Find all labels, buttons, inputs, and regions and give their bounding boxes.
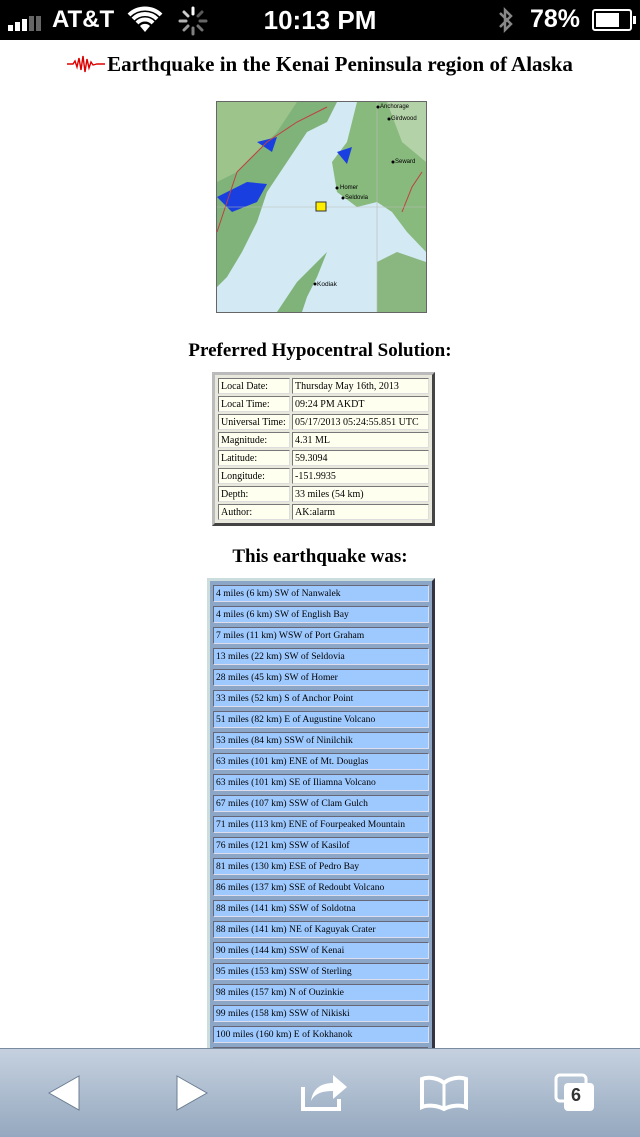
battery-icon — [592, 9, 632, 31]
list-item: 53 miles (84 km) SSW of Ninilchik — [213, 732, 429, 749]
forward-button[interactable] — [142, 1049, 242, 1137]
list-item: 81 miles (130 km) ESE of Pedro Bay — [213, 858, 429, 875]
hypocentral-table — [212, 372, 435, 526]
list-item: 90 miles (144 km) SSW of Kenai — [213, 942, 429, 959]
list-item: 76 miles (121 km) SSW of Kasilof — [213, 837, 429, 854]
hypo-value: 33 miles (54 km) — [292, 486, 429, 502]
hypo-value: AK:alarm — [292, 504, 429, 520]
forward-arrow-icon — [175, 1074, 209, 1112]
back-arrow-icon — [47, 1074, 81, 1112]
page-title-text: Earthquake in the Kenai Peninsula region of Alaska — [107, 52, 573, 76]
list-item: 63 miles (101 km) ENE of Mt. Douglas — [213, 753, 429, 770]
list-item: 86 miles (137 km) SSE of Redoubt Volcano — [213, 879, 429, 896]
table-row — [218, 486, 429, 502]
table-row — [218, 414, 429, 430]
hypo-label: Longitude: — [218, 468, 290, 484]
table-row — [218, 432, 429, 448]
map-label-kodiak: Kodiak — [317, 281, 337, 288]
carrier-name: AT&T — [52, 6, 115, 33]
list-item: 4 miles (6 km) SW of English Bay — [213, 606, 429, 623]
hypo-value: Thursday May 16th, 2013 — [292, 378, 429, 394]
table-row — [218, 504, 429, 520]
back-button[interactable] — [14, 1049, 114, 1137]
share-button[interactable] — [274, 1049, 374, 1137]
map-label-homer: Homer — [340, 185, 359, 191]
list-item: 99 miles (158 km) SSW of Nikiski — [213, 1005, 429, 1022]
list-item: 13 miles (22 km) SW of Seldovia — [213, 648, 429, 665]
list-item: 28 miles (45 km) SW of Homer — [213, 669, 429, 686]
list-item: 95 miles (153 km) SSW of Sterling — [213, 963, 429, 980]
list-item: 51 miles (82 km) E of Augustine Volcano — [213, 711, 429, 728]
list-item: 100 miles (160 km) E of Kokhanok — [213, 1026, 429, 1043]
tab-count: 6 — [570, 1085, 581, 1105]
table-row — [218, 468, 429, 484]
hypo-label: Local Time: — [218, 396, 290, 412]
map-label-seward: Seward — [395, 159, 416, 165]
hypo-label: Universal Time: — [218, 414, 290, 430]
distance-heading: This earthquake was: — [232, 546, 408, 567]
clock: 10:13 PM — [263, 5, 377, 35]
distance-list — [207, 578, 435, 1094]
hypo-label: Local Date: — [218, 378, 290, 394]
list-item: 63 miles (101 km) SE of Iliamna Volcano — [213, 774, 429, 791]
hypo-label: Latitude: — [218, 450, 290, 466]
status-bar — [0, 0, 640, 40]
map-label-girdwood: Girdwood — [391, 116, 417, 122]
hypo-label: Depth: — [218, 486, 290, 502]
table-row — [218, 450, 429, 466]
list-item: 33 miles (52 km) S of Anchor Point — [213, 690, 429, 707]
seismograph-logo-icon — [67, 54, 105, 79]
browser-toolbar — [0, 1048, 640, 1137]
share-icon — [299, 1073, 349, 1113]
table-row — [218, 378, 429, 394]
earthquake-location-map — [216, 101, 427, 313]
list-item: 98 miles (157 km) N of Ouzinkie — [213, 984, 429, 1001]
hypocentral-heading: Preferred Hypocentral Solution: — [188, 340, 452, 361]
bluetooth-icon — [496, 5, 516, 40]
table-row — [218, 396, 429, 412]
hypo-value: 05/17/2013 05:24:55.851 UTC — [292, 414, 429, 430]
list-item: 7 miles (11 km) WSW of Port Graham — [213, 627, 429, 644]
list-item: 88 miles (141 km) NE of Kaguyak Crater — [213, 921, 429, 938]
hypo-label: Magnitude: — [218, 432, 290, 448]
hypo-label: Author: — [218, 504, 290, 520]
hypo-value: 09:24 PM AKDT — [292, 396, 429, 412]
hypo-value: -151.9935 — [292, 468, 429, 484]
map-label-anchorage: Anchorage — [380, 104, 410, 110]
hypo-value: 59.3094 — [292, 450, 429, 466]
map-label-seldovia: Seldovia — [345, 195, 369, 201]
list-item: 67 miles (107 km) SSW of Clam Gulch — [213, 795, 429, 812]
hypo-value: 4.31 ML — [292, 432, 429, 448]
bookmarks-button[interactable] — [394, 1049, 494, 1137]
battery-percentage: 78% — [530, 5, 581, 33]
list-item: 71 miles (113 km) ENE of Fourpeaked Mountain — [213, 816, 429, 833]
list-item: 4 miles (6 km) SW of Nanwalek — [213, 585, 429, 602]
list-item: 88 miles (141 km) SSW of Soldotna — [213, 900, 429, 917]
web-content[interactable] — [0, 40, 640, 1048]
book-icon — [419, 1075, 469, 1111]
page-title — [0, 52, 640, 79]
